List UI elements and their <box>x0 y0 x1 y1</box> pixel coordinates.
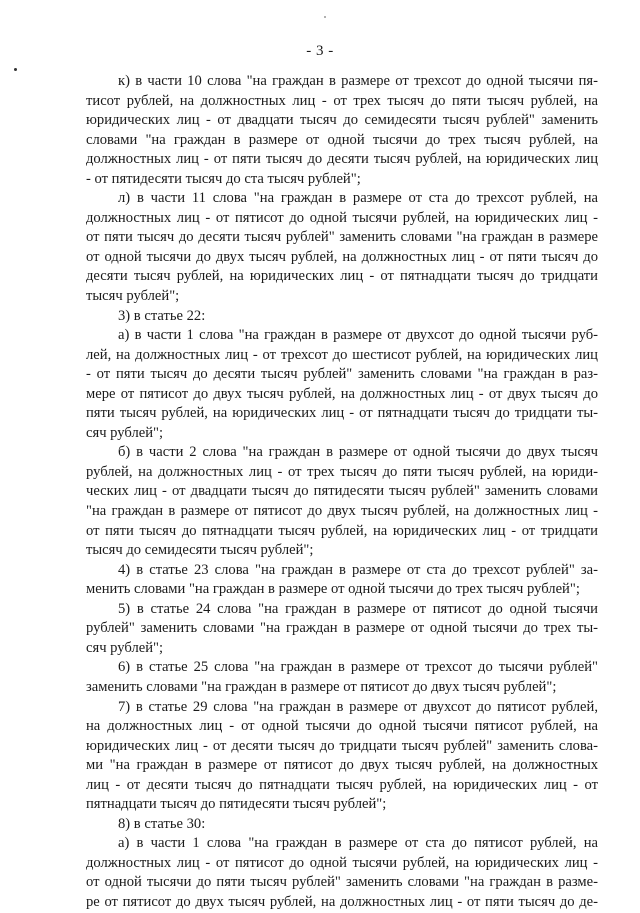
text-line: б) в части 2 слова "на граждан в размере от одной тысячи до двух тысяч <box>118 444 598 461</box>
text-line: а) в части 1 слова "на граждан в размере от ста до пятисот рублей, на <box>118 835 598 852</box>
text-line: лей, на должностных лиц - от трехсот до шестисот рублей, на юридических лиц <box>86 346 598 363</box>
text-line: от одной тысячи до пяти тысяч рублей" заменить словами "на граждан в разме- <box>86 874 598 891</box>
text-line: пяти тысяч рублей, на юридических лиц - от пятнадцати тысяч до тридцати ты- <box>86 405 598 422</box>
text-line: - от пятидесяти тысяч до ста тысяч рублей"; <box>86 170 361 187</box>
text-line: юридических лиц - от двадцати тысяч до семидесяти тысяч рублей" заменить <box>86 112 598 129</box>
scan-speck <box>14 68 17 71</box>
text-line: ми "на граждан в размере от пятисот до двух тысяч рублей, на должностных <box>86 757 598 774</box>
text-line: "на граждан в размере от пятисот до двух тысяч рублей, на должностных лиц - <box>86 503 598 520</box>
text-line: заменить словами "на граждан в размере от пятисот до двух тысяч рублей"; <box>86 678 557 695</box>
text-line: лиц - от десяти тысяч до пятнадцати тысяч рублей, на юридических лиц - от <box>86 776 598 793</box>
text-line: ре от пятисот до двух тысяч рублей, на должностных лиц - от пяти тысяч до де- <box>86 893 598 910</box>
text-line: от пяти тысяч до десяти тысяч рублей" заменить словами "на граждан в размере <box>86 229 598 246</box>
text-line: 5) в статье 24 слова "на граждан в размере от пятисот до одной тысячи <box>118 600 598 617</box>
document-text <box>86 72 598 913</box>
text-line: тысяч до семидесяти тысяч рублей"; <box>86 542 314 559</box>
text-line: словами "на граждан в размере от одной тысячи до трех тысяч рублей, на <box>86 131 598 148</box>
text-line: десяти тысяч рублей, на юридических лиц - от пятнадцати тысяч до тридцати <box>86 268 598 285</box>
text-line: 8) в статье 30: <box>118 815 206 832</box>
text-line: рублей" заменить словами "на граждан в размере от одной тысячи до трех ты- <box>86 620 598 637</box>
text-line: должностных лиц - от пяти тысяч до десяти тысяч рублей, на юридических лиц <box>86 151 598 168</box>
page-number: - 3 - <box>306 43 334 59</box>
text-line: сяч рублей"; <box>86 424 164 441</box>
text-line: должностных лиц - от пятисот до одной тысячи рублей, на юридических лиц - <box>86 854 598 871</box>
text-line: к) в части 10 слова "на граждан в размере от трехсот до одной тысячи пя- <box>118 73 598 89</box>
text-line: мере от пятисот до двух тысяч рублей, на должностных лиц - от двух тысяч до <box>86 385 598 402</box>
text-line: от одной тысячи до двух тысяч рублей, на должностных лиц - от пяти тысяч до <box>86 248 598 265</box>
text-line: а) в части 1 слова "на граждан в размере от двухсот до одной тысячи руб- <box>118 327 598 344</box>
text-line: - от пяти тысяч до десяти тысяч рублей" заменить словами "на граждан в раз- <box>86 366 598 383</box>
text-line: ческих лиц - от двадцати тысяч до пятидесяти тысяч рублей" заменить словами <box>86 483 598 500</box>
text-line: от пяти тысяч до пятнадцати тысяч рублей, на юридических лиц - от тридцати <box>86 522 598 539</box>
text-line: менить словами "на граждан в размере от одной тысячи до трех тысяч рублей"; <box>86 581 580 598</box>
text-line: 7) в статье 29 слова "на граждан в размере от двухсот до пятисот рублей, <box>118 698 598 715</box>
text-line: 6) в статье 25 слова "на граждан в размере от трехсот до тысячи рублей" <box>118 659 598 676</box>
text-line: 3) в статье 22: <box>118 307 206 324</box>
text-line: сяч рублей"; <box>86 639 164 656</box>
text-line: рублей, на должностных лиц - от трех тысяч до пяти тысяч рублей, на юриди- <box>86 463 598 480</box>
text-line: юридических лиц - от десяти тысяч до тридцати тысяч рублей" заменить слова- <box>86 737 598 754</box>
text-line: на должностных лиц - от одной тысячи до одной тысячи пятисот рублей, на <box>86 718 598 735</box>
text-line: 4) в статье 23 слова "на граждан в размере от ста до трехсот рублей" за- <box>118 561 598 578</box>
scan-speck <box>324 16 326 18</box>
text-line: тисот рублей, на должностных лиц - от трех тысяч до пяти тысяч рублей, на <box>86 92 598 109</box>
text-line: л) в части 11 слова "на граждан в размере от ста до трехсот рублей, на <box>118 190 598 207</box>
text-line: должностных лиц - от пятисот до одной тысячи рублей, на юридических лиц - <box>86 209 598 226</box>
text-line: пятнадцати тысяч до пятидесяти тысяч рублей"; <box>86 796 387 813</box>
text-line: тысяч рублей"; <box>86 288 180 305</box>
